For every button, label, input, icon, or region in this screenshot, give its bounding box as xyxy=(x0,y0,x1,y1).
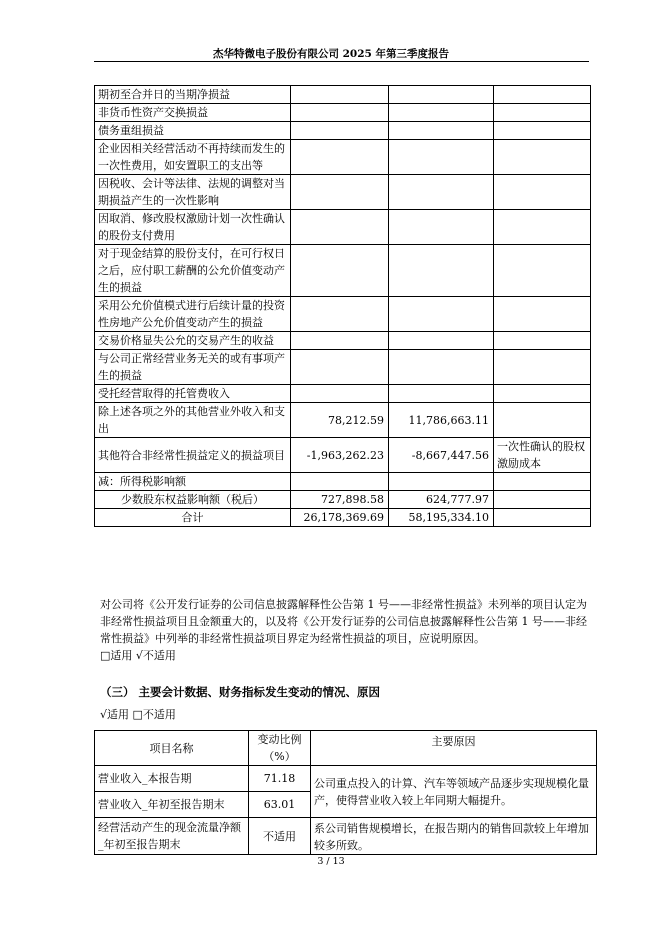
row-amount-current xyxy=(291,140,389,175)
table-row xyxy=(95,245,591,297)
row-item: 采用公允价值模式进行后续计量的投资性房地产公允价值变动产生的损益 xyxy=(95,297,291,332)
row-amount-current xyxy=(291,210,389,245)
reason-cashflow: 系公司销售规模增长，在报告期内的销售回款较上年增加较多所致。 xyxy=(311,818,597,855)
table-row xyxy=(95,175,591,210)
row-note xyxy=(494,175,591,210)
row-note xyxy=(494,140,591,175)
row-note xyxy=(494,245,591,297)
row-note xyxy=(494,104,591,122)
row-amount-ytd: 11,786,663.11 xyxy=(389,403,494,438)
row-item: 因取消、修改股权激励计划一次性确认的股份支付费用 xyxy=(95,210,291,245)
row-item: 因税收、会计等法律、法规的调整对当期损益产生的一次性影响 xyxy=(95,175,291,210)
row-item: 对于现金结算的股份支付，在可行权日之后，应付职工薪酬的公允价值变动产生的损益 xyxy=(95,245,291,297)
explanation-applicability: □适用 √不适用 xyxy=(100,649,176,662)
row-amount-ytd xyxy=(389,332,494,350)
row-amount-current: 78,212.59 xyxy=(291,403,389,438)
row-note xyxy=(494,350,591,385)
header-change-ratio xyxy=(249,731,311,766)
table-row xyxy=(95,210,591,245)
row-ratio: 63.01 xyxy=(249,792,311,818)
explanation-paragraph: 对公司将《公开发行证券的公司信息披露解释性公告第 1 号——非经常性损益》未列举的项目认定为非经常性损益项目且金额重大的，以及将《公开发行证券的公司信息披露解释性公告第 1 号——非经常性损益》中列举的非经常性损益项目界定为经常性损益的项目，应说明原因。 xyxy=(100,598,587,645)
row-note xyxy=(494,332,591,350)
row-note xyxy=(494,473,591,491)
row-amount-current: 26,178,369.69 xyxy=(291,509,389,527)
table-row xyxy=(95,473,591,491)
row-amount-current: -1,963,262.23 xyxy=(291,438,389,473)
row-item: 期初至合并日的当期净损益 xyxy=(95,86,291,104)
table-row xyxy=(95,385,591,403)
change-reasons-table xyxy=(94,730,597,855)
row-amount-ytd: 624,777.97 xyxy=(389,491,494,509)
row-note xyxy=(494,403,591,438)
row-item: 除上述各项之外的其他营业外收入和支出 xyxy=(95,403,291,438)
row-amount-current xyxy=(291,297,389,332)
table-row xyxy=(95,86,591,104)
table-row xyxy=(95,332,591,350)
row-note: 一次性确认的股权激励成本 xyxy=(494,438,591,473)
row-amount-ytd xyxy=(389,86,494,104)
row-amount-current xyxy=(291,122,389,140)
nonrecurring-gains-table xyxy=(94,85,591,527)
row-amount-current: 727,898.58 xyxy=(291,491,389,509)
table-row xyxy=(95,297,591,332)
table-row xyxy=(95,491,591,509)
row-item: 企业因相关经营活动不再持续而发生的一次性费用，如安置职工的支出等 xyxy=(95,140,291,175)
row-item: 少数股东权益影响额（税后） xyxy=(95,491,291,509)
report-header-title: 杰华特微电子股份有限公司 2025 年第三季度报告 xyxy=(212,48,450,60)
row-amount-current xyxy=(291,104,389,122)
header-item-name: 项目名称 xyxy=(95,731,249,766)
row-note xyxy=(494,385,591,403)
row-item: 经营活动产生的现金流量净额_年初至报告期末 xyxy=(95,818,249,855)
row-note xyxy=(494,491,591,509)
table-row xyxy=(95,403,591,438)
row-amount-current xyxy=(291,473,389,491)
row-amount-ytd xyxy=(389,175,494,210)
row-amount-current xyxy=(291,385,389,403)
table-row xyxy=(95,104,591,122)
row-amount-current xyxy=(291,86,389,104)
table-row xyxy=(95,350,591,385)
row-note xyxy=(494,297,591,332)
row-amount-ytd xyxy=(389,104,494,122)
row-ratio: 不适用 xyxy=(249,818,311,855)
header-ratio-line1: 变动比例 xyxy=(257,733,302,746)
row-item: 营业收入_本报告期 xyxy=(95,766,249,792)
row-ratio: 71.18 xyxy=(249,766,311,792)
row-amount-ytd xyxy=(389,350,494,385)
row-item: 与公司正常经营业务无关的或有事项产生的损益 xyxy=(95,350,291,385)
row-note xyxy=(494,509,591,527)
row-amount-ytd xyxy=(389,473,494,491)
table-row xyxy=(95,122,591,140)
row-note xyxy=(494,210,591,245)
table-row xyxy=(95,509,591,527)
section-title: （三） 主要会计数据、财务指标发生变动的情况、原因 xyxy=(100,685,381,699)
row-item: 其他符合非经常性损益定义的损益项目 xyxy=(95,438,291,473)
row-item: 合计 xyxy=(95,509,291,527)
row-amount-ytd xyxy=(389,122,494,140)
row-amount-ytd: -8,667,447.56 xyxy=(389,438,494,473)
row-item: 减：所得税影响额 xyxy=(95,473,291,491)
header-ratio-line2: （%） xyxy=(263,750,296,763)
row-item: 受托经营取得的托管费收入 xyxy=(95,385,291,403)
page-number: 3 / 13 xyxy=(317,856,345,867)
row-note xyxy=(494,86,591,104)
row-amount-ytd xyxy=(389,140,494,175)
row-item: 交易价格显失公允的交易产生的收益 xyxy=(95,332,291,350)
row-item: 债务重组损益 xyxy=(95,122,291,140)
row-note xyxy=(494,122,591,140)
row-amount-ytd xyxy=(389,297,494,332)
table-row xyxy=(95,438,591,473)
row-amount-ytd xyxy=(389,385,494,403)
reason-revenue: 公司重点投入的计算、汽车等领域产品逐步实现规模化量产，使得营业收入较上年同期大幅提升。 xyxy=(311,766,597,818)
section-applicability: √适用 □不适用 xyxy=(100,708,176,721)
row-amount-ytd xyxy=(389,210,494,245)
row-item: 营业收入_年初至报告期末 xyxy=(95,792,249,818)
row-amount-current xyxy=(291,175,389,210)
row-item: 非货币性资产交换损益 xyxy=(95,104,291,122)
table-row xyxy=(95,140,591,175)
row-amount-ytd xyxy=(389,245,494,297)
header-main-reason: 主要原因 xyxy=(311,731,597,766)
header-divider xyxy=(94,61,589,62)
row-amount-ytd: 58,195,334.10 xyxy=(389,509,494,527)
row-amount-current xyxy=(291,245,389,297)
row-amount-current xyxy=(291,332,389,350)
row-amount-current xyxy=(291,350,389,385)
